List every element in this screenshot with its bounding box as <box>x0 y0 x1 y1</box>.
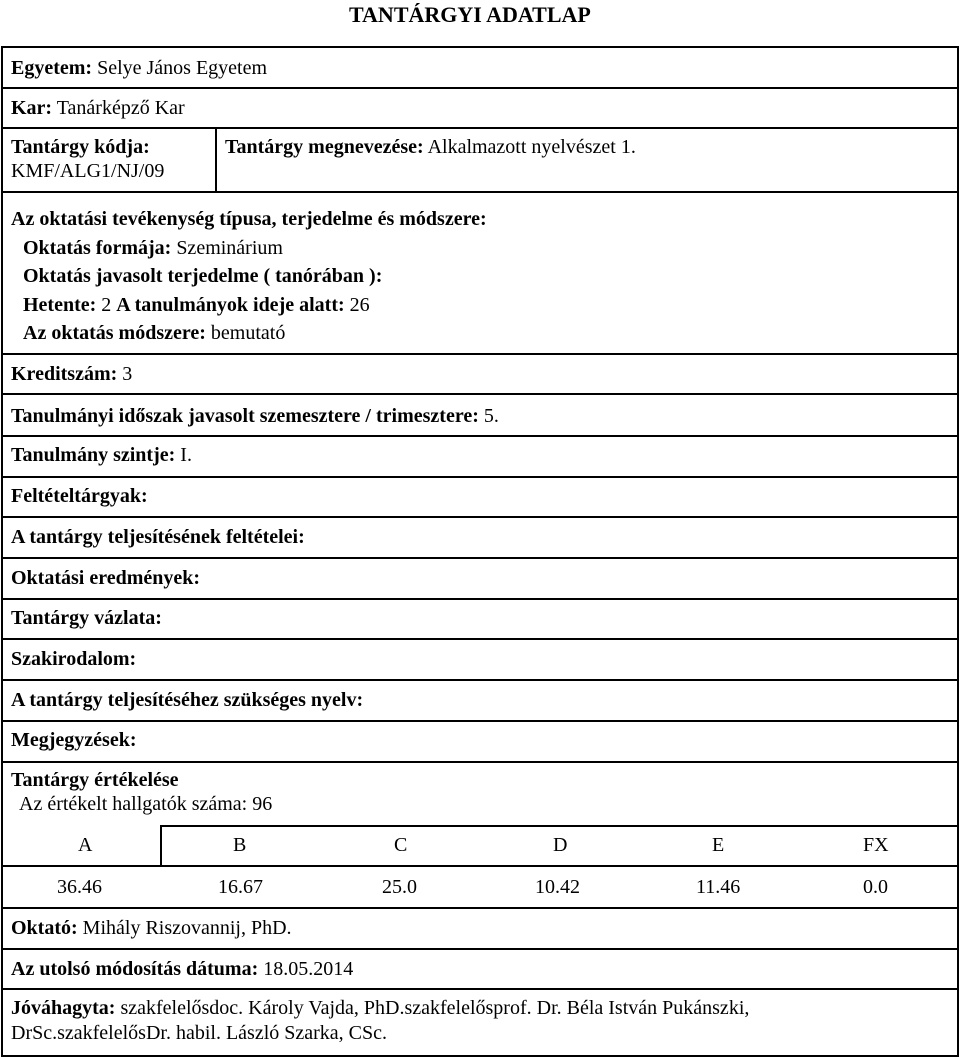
prerequisites-row <box>3 478 957 518</box>
outline-label: Tantárgy vázlata: <box>11 607 162 629</box>
teaching-scope-label: Oktatás javasolt terjedelme ( tanórában ): <box>23 265 383 287</box>
grades-left-border <box>160 825 162 865</box>
teacher-value: Mihály Riszovannij, PhD. <box>82 917 292 939</box>
level-value: I. <box>180 444 192 466</box>
grades-mid-border <box>3 865 957 867</box>
literature-row <box>3 640 957 681</box>
outline-row <box>3 600 957 640</box>
semester-row <box>3 395 957 437</box>
grade-header-fx: FX <box>863 834 889 856</box>
last-modified-label: Az utolsó módosítás dátuma: <box>11 958 259 980</box>
grade-value-c: 25.0 <box>382 876 417 898</box>
grade-header-b: B <box>233 834 247 856</box>
prerequisites-label: Feltételtárgyak: <box>11 485 148 507</box>
weekly-label: Hetente: <box>23 293 97 316</box>
faculty-value: Tanárképző Kar <box>56 97 185 119</box>
total-value: 26 <box>349 293 370 316</box>
grade-value-d: 10.42 <box>535 876 580 898</box>
course-data-sheet <box>1 46 959 1057</box>
course-name-label: Tantárgy megnevezése: <box>225 136 424 158</box>
literature-label: Szakirodalom: <box>11 648 137 670</box>
university-label: Egyetem: <box>11 57 93 79</box>
approved-line2: DrSc.szakfelelősDr. habil. László Szarka, CSc. <box>11 1022 388 1044</box>
grade-value-e: 11.46 <box>696 876 741 898</box>
grade-value-b: 16.67 <box>218 876 263 898</box>
evaluated-students: Az értékelt hallgatók száma: 96 <box>19 793 273 815</box>
grades-top-border <box>160 825 957 827</box>
course-code-row <box>3 129 957 193</box>
teaching-heading: Az oktatási tevékenység típusa, terjedelme és módszere: <box>11 208 487 230</box>
document-title: TANTÁRGYI ADATLAP <box>349 2 591 27</box>
method-label: Az oktatás módszere: <box>23 322 206 344</box>
outcomes-row <box>3 559 957 600</box>
credits-row <box>3 355 957 395</box>
semester-value: 5. <box>483 405 499 427</box>
grade-header-e: E <box>712 834 725 856</box>
course-name-value: Alkalmazott nyelvészet 1. <box>427 136 636 158</box>
level-label: Tanulmány szintje: <box>11 444 176 466</box>
grades-table <box>3 825 957 909</box>
teaching-row <box>3 193 957 355</box>
approved-line1: szakfelelősdoc. Károly Vajda, PhD.szakfelelősprof. Dr. Béla István Pukánszki, <box>120 997 750 1019</box>
course-code-value: KMF/ALG1/NJ/09 <box>11 160 165 182</box>
university-row <box>3 48 957 89</box>
semester-label: Tanulmányi időszak javasolt szemesztere / trimesztere: <box>11 405 479 427</box>
university-value: Selye János Egyetem <box>97 57 268 79</box>
teaching-form-label: Oktatás formája: <box>23 236 172 259</box>
completion-conditions-label: A tantárgy teljesítésének feltételei: <box>11 526 305 548</box>
faculty-row <box>3 89 957 129</box>
last-modified-row <box>3 950 957 990</box>
teacher-label: Oktató: <box>11 917 78 939</box>
weekly-value: 2 <box>101 293 112 316</box>
grade-value-a: 36.46 <box>57 876 102 898</box>
notes-label: Megjegyzések: <box>11 729 137 751</box>
credits-label: Kreditszám: <box>11 363 118 385</box>
language-label: A tantárgy teljesítéséhez szükséges nyelv: <box>11 689 364 711</box>
outcomes-label: Oktatási eredmények: <box>11 567 201 589</box>
notes-row <box>3 722 957 763</box>
approved-row <box>3 990 957 1055</box>
grade-header-d: D <box>553 834 568 856</box>
credits-value: 3 <box>122 363 133 385</box>
level-row <box>3 437 957 478</box>
grade-header-c: C <box>394 834 408 856</box>
total-label: A tanulmányok ideje alatt: <box>116 293 345 316</box>
method-value: bemutató <box>210 322 286 344</box>
faculty-label: Kar: <box>11 97 53 119</box>
language-row <box>3 681 957 722</box>
grades-bottom-border <box>3 907 957 909</box>
grade-value-fx: 0.0 <box>863 876 888 898</box>
teacher-row <box>3 910 957 950</box>
course-code-label: Tantárgy kódja: <box>11 136 150 158</box>
completion-conditions-row <box>3 518 957 559</box>
evaluation-label: Tantárgy értékelése <box>11 769 179 791</box>
teaching-form-value: Szeminárium <box>176 236 283 259</box>
course-code-divider <box>215 129 217 191</box>
approved-label: Jóváhagyta: <box>11 997 116 1019</box>
last-modified-value: 18.05.2014 <box>263 958 354 980</box>
grade-header-a: A <box>78 834 93 856</box>
